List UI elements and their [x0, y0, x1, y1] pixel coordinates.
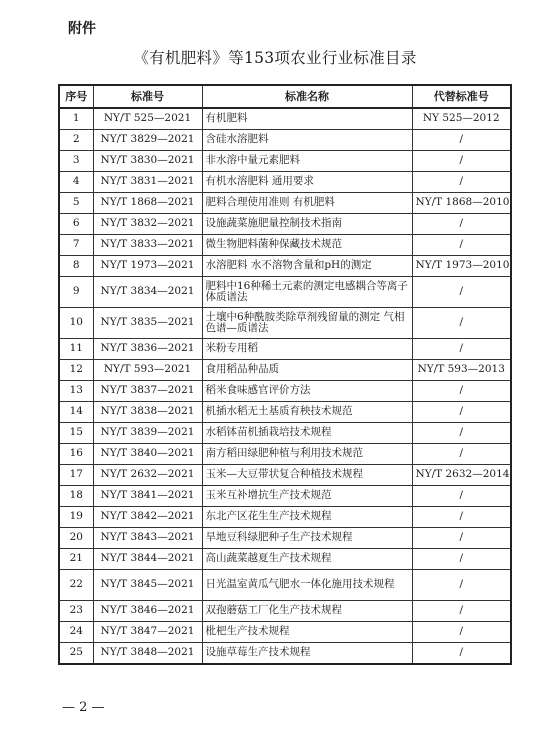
cell-serial: 12 — [59, 360, 93, 381]
cell-standard-code: NY/T 3839—2021 — [93, 423, 202, 444]
cell-replaced-code: / — [412, 622, 511, 643]
table-row — [59, 528, 511, 549]
cell-standard-code: NY/T 3832—2021 — [93, 214, 202, 235]
cell-standard-name: 食用稻品种品质 — [202, 360, 412, 381]
cell-standard-code: NY/T 3844—2021 — [93, 549, 202, 570]
cell-replaced-code: / — [412, 235, 511, 256]
cell-replaced-code: / — [412, 423, 511, 444]
cell-serial: 3 — [59, 151, 93, 172]
cell-serial: 19 — [59, 507, 93, 528]
header-serial: 序号 — [59, 85, 93, 108]
cell-standard-name: 有机肥料 — [202, 108, 412, 130]
cell-serial: 2 — [59, 130, 93, 151]
table-row — [59, 308, 511, 339]
cell-replaced-code: / — [412, 130, 511, 151]
cell-replaced-code: / — [412, 214, 511, 235]
cell-standard-code: NY/T 1973—2021 — [93, 256, 202, 277]
table-row — [59, 277, 511, 308]
table-row — [59, 235, 511, 256]
cell-standard-name: 南方稻田绿肥种植与利用技术规范 — [202, 444, 412, 465]
cell-standard-code: NY/T 3833—2021 — [93, 235, 202, 256]
table-header-row — [59, 85, 511, 108]
cell-serial: 18 — [59, 486, 93, 507]
cell-standard-name: 设施蔬菜施肥量控制技术指南 — [202, 214, 412, 235]
cell-standard-name: 日光温室黄瓜气肥水一体化施用技术规程 — [202, 570, 412, 601]
cell-replaced-code: NY 525—2012 — [412, 108, 511, 130]
cell-replaced-code: / — [412, 507, 511, 528]
cell-standard-code: NY/T 525—2021 — [93, 108, 202, 130]
table-row — [59, 549, 511, 570]
cell-standard-code: NY/T 3830—2021 — [93, 151, 202, 172]
header-standard-code: 标准号 — [93, 85, 202, 108]
cell-replaced-code: / — [412, 601, 511, 622]
cell-standard-name: 设施草莓生产技术规程 — [202, 643, 412, 665]
table-row — [59, 465, 511, 486]
cell-serial: 15 — [59, 423, 93, 444]
cell-serial: 21 — [59, 549, 93, 570]
header-standard-name: 标准名称 — [202, 85, 412, 108]
cell-standard-name: 机插水稻无土基质育秧技术规范 — [202, 402, 412, 423]
cell-standard-code: NY/T 3845—2021 — [93, 570, 202, 601]
cell-replaced-code: / — [412, 549, 511, 570]
table-row — [59, 444, 511, 465]
cell-serial: 24 — [59, 622, 93, 643]
cell-replaced-code: / — [412, 172, 511, 193]
cell-standard-code: NY/T 3831—2021 — [93, 172, 202, 193]
cell-replaced-code: NY/T 1973—2010 — [412, 256, 511, 277]
cell-standard-name: 高山蔬菜越夏生产技术规程 — [202, 549, 412, 570]
cell-standard-code: NY/T 3834—2021 — [93, 277, 202, 308]
table-row — [59, 151, 511, 172]
table-row — [59, 423, 511, 444]
cell-replaced-code: / — [412, 308, 511, 339]
cell-serial: 23 — [59, 601, 93, 622]
cell-serial: 1 — [59, 108, 93, 130]
table-row — [59, 622, 511, 643]
cell-serial: 7 — [59, 235, 93, 256]
table-row — [59, 214, 511, 235]
cell-standard-name: 双孢蘑菇工厂化生产技术规程 — [202, 601, 412, 622]
cell-replaced-code: NY/T 593—2013 — [412, 360, 511, 381]
cell-standard-name: 含硅水溶肥料 — [202, 130, 412, 151]
cell-standard-code: NY/T 3835—2021 — [93, 308, 202, 339]
cell-serial: 5 — [59, 193, 93, 214]
table-row — [59, 108, 511, 130]
cell-standard-code: NY/T 3836—2021 — [93, 339, 202, 360]
cell-standard-code: NY/T 3847—2021 — [93, 622, 202, 643]
table-row — [59, 256, 511, 277]
cell-serial: 25 — [59, 643, 93, 665]
table-row — [59, 402, 511, 423]
cell-standard-name: 玉米—大豆带状复合种植技术规程 — [202, 465, 412, 486]
cell-serial: 4 — [59, 172, 93, 193]
cell-serial: 10 — [59, 308, 93, 339]
cell-serial: 6 — [59, 214, 93, 235]
cell-standard-code: NY/T 3838—2021 — [93, 402, 202, 423]
standards-table-container — [58, 84, 510, 665]
page-number: — 2 — — [62, 700, 105, 715]
table-row — [59, 130, 511, 151]
cell-replaced-code: / — [412, 277, 511, 308]
cell-serial: 8 — [59, 256, 93, 277]
cell-standard-code: NY/T 3842—2021 — [93, 507, 202, 528]
cell-serial: 9 — [59, 277, 93, 308]
cell-replaced-code: NY/T 2632—2014 — [412, 465, 511, 486]
attachment-label: 附件 — [68, 21, 96, 37]
table-row — [59, 381, 511, 402]
table-row — [59, 570, 511, 601]
header-replaced-code: 代替标准号 — [412, 85, 511, 108]
cell-replaced-code: / — [412, 643, 511, 665]
cell-standard-name: 微生物肥料菌种保藏技术规范 — [202, 235, 412, 256]
table-row — [59, 339, 511, 360]
cell-standard-code: NY/T 3846—2021 — [93, 601, 202, 622]
cell-standard-code: NY/T 3848—2021 — [93, 643, 202, 665]
cell-standard-code: NY/T 2632—2021 — [93, 465, 202, 486]
table-row — [59, 601, 511, 622]
cell-standard-name: 非水溶中量元素肥料 — [202, 151, 412, 172]
table-row — [59, 643, 511, 665]
cell-replaced-code: / — [412, 151, 511, 172]
table-row — [59, 360, 511, 381]
cell-standard-name: 土壤中6种酰胺类除草剂残留量的测定 气相色谱—质谱法 — [202, 308, 412, 339]
standards-table — [58, 84, 512, 665]
cell-standard-code: NY/T 3837—2021 — [93, 381, 202, 402]
cell-standard-name: 枇杷生产技术规程 — [202, 622, 412, 643]
cell-serial: 13 — [59, 381, 93, 402]
cell-standard-code: NY/T 3840—2021 — [93, 444, 202, 465]
cell-standard-code: NY/T 593—2021 — [93, 360, 202, 381]
table-row — [59, 172, 511, 193]
cell-serial: 20 — [59, 528, 93, 549]
table-row — [59, 193, 511, 214]
table-row — [59, 486, 511, 507]
cell-replaced-code: / — [412, 381, 511, 402]
cell-standard-name: 东北产区花生生产技术规程 — [202, 507, 412, 528]
document-title: 《有机肥料》等153项农业行业标准目录 — [133, 49, 417, 67]
cell-serial: 14 — [59, 402, 93, 423]
cell-serial: 17 — [59, 465, 93, 486]
cell-standard-name: 有机水溶肥料 通用要求 — [202, 172, 412, 193]
cell-standard-name: 米粉专用稻 — [202, 339, 412, 360]
cell-standard-code: NY/T 3843—2021 — [93, 528, 202, 549]
cell-standard-code: NY/T 1868—2021 — [93, 193, 202, 214]
cell-replaced-code: / — [412, 444, 511, 465]
cell-serial: 22 — [59, 570, 93, 601]
cell-standard-code: NY/T 3841—2021 — [93, 486, 202, 507]
cell-replaced-code: / — [412, 570, 511, 601]
cell-replaced-code: / — [412, 339, 511, 360]
cell-standard-name: 肥料合理使用准则 有机肥料 — [202, 193, 412, 214]
cell-replaced-code: / — [412, 402, 511, 423]
cell-standard-name: 水稻钵苗机插栽培技术规程 — [202, 423, 412, 444]
cell-standard-name: 肥料中16种稀土元素的测定电感耦合等离子体质谱法 — [202, 277, 412, 308]
cell-standard-name: 玉米互补增抗生产技术规范 — [202, 486, 412, 507]
table-row — [59, 507, 511, 528]
cell-replaced-code: NY/T 1868—2010 — [412, 193, 511, 214]
cell-standard-name: 旱地豆科绿肥种子生产技术规程 — [202, 528, 412, 549]
cell-standard-name: 稻米食味感官评价方法 — [202, 381, 412, 402]
cell-replaced-code: / — [412, 486, 511, 507]
cell-standard-code: NY/T 3829—2021 — [93, 130, 202, 151]
cell-replaced-code: / — [412, 528, 511, 549]
cell-serial: 11 — [59, 339, 93, 360]
table-body — [59, 108, 511, 664]
cell-serial: 16 — [59, 444, 93, 465]
cell-standard-name: 水溶肥料 水不溶物含量和pH的测定 — [202, 256, 412, 277]
